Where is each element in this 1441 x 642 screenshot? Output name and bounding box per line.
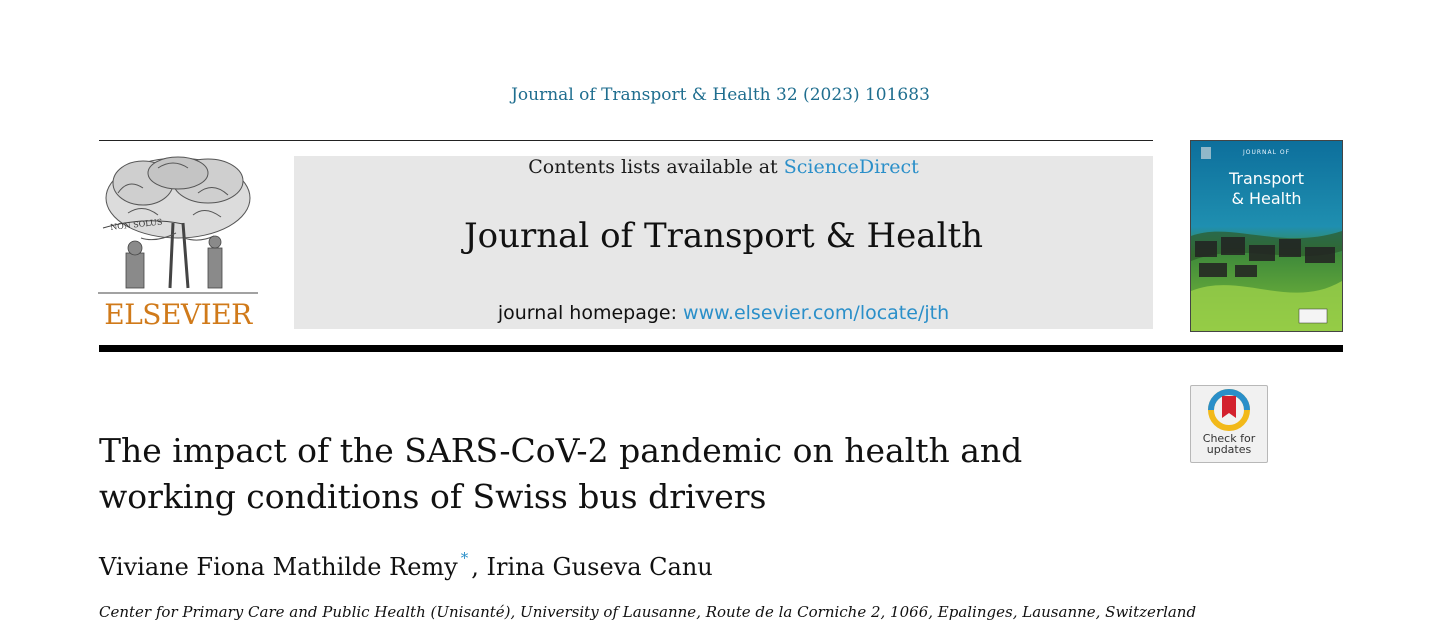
author-affiliation: Center for Primary Care and Public Health (Unisanté), University of Lausanne, Route de la Corniche 2, 1066, Epalinges, Lausanne, Switzerland [99,603,1197,621]
contents-prefix: Contents lists available at [528,156,784,178]
elsevier-wordmark: ELSEVIER [104,298,252,331]
homepage-prefix: journal homepage: [497,302,684,324]
crossmark-line2: updates [1206,443,1252,456]
journal-cover-image[interactable] [1190,140,1343,332]
journal-banner [294,156,1153,329]
journal-homepage-link[interactable]: www.elsevier.com/locate/jth [683,302,950,324]
author-guseva-canu[interactable]: Irina Guseva Canu [486,553,713,581]
crossmark-line1: Check for [1202,432,1256,445]
check-for-updates-button[interactable] [1190,385,1268,463]
journal-title: Journal of Transport & Health [463,216,983,256]
crossmark-label [1191,433,1267,455]
header-rule [99,140,1153,141]
journal-homepage-line [294,302,1153,324]
author-remy[interactable]: Viviane Fiona Mathilde Remy [99,553,458,581]
corresponding-author-mark[interactable]: * [460,549,469,567]
header-thick-rule [99,345,1343,352]
elsevier-logo[interactable] [98,153,258,333]
article-title: The impact of the SARS-CoV-2 pandemic on health and working conditions of Swiss bus drivers [99,431,1023,516]
contents-available-line [294,156,1153,178]
logo-motto: NON SOLUS [109,217,163,232]
cover-journal-label: JOURNAL OF [1242,149,1291,156]
cover-title-line1: Transport [1228,169,1305,188]
journal-citation-link[interactable]: Journal of Transport & Health 32 (2023) 101683 [511,85,930,105]
crossmark-icon [1191,386,1267,432]
cover-title-line2: & Health [1231,189,1302,208]
sciencedirect-link[interactable]: ScienceDirect [783,156,919,178]
author-separator: , [471,553,487,581]
elsevier-tree-icon [98,153,258,298]
author-list [99,549,713,581]
